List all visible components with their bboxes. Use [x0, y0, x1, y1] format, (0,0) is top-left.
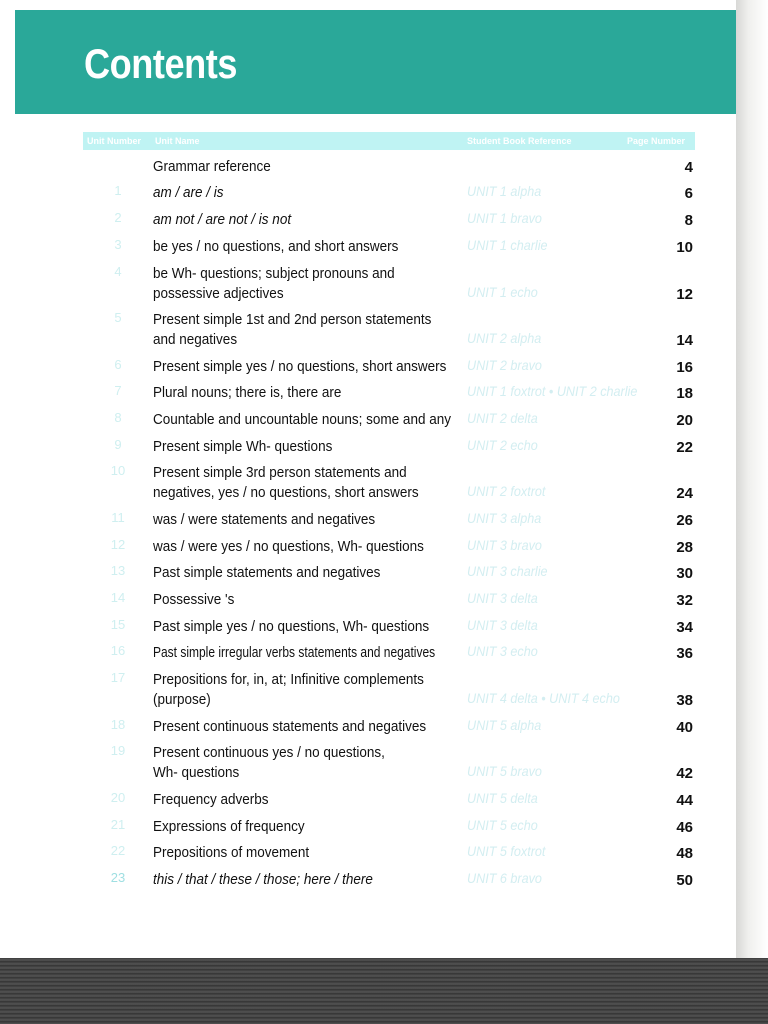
- unit-name-line-2: Wh- questions: [153, 764, 240, 781]
- unit-number: 2: [114, 210, 122, 225]
- page-number: 48: [676, 845, 693, 862]
- book-reference: UNIT 3 charlie: [467, 563, 548, 579]
- unit-name: Present simple Wh- questions: [153, 438, 333, 455]
- book-reference: UNIT 4 delta • UNIT 4 echo: [467, 690, 620, 706]
- unit-number: 20: [110, 790, 126, 805]
- unit-number: 13: [110, 563, 126, 578]
- page-number: 38: [676, 692, 693, 709]
- page-number: 16: [676, 359, 693, 376]
- unit-number: 7: [114, 383, 122, 398]
- unit-name: Possessive 's: [153, 591, 235, 608]
- page-number: 26: [676, 512, 693, 529]
- unit-name: Prepositions of movement: [153, 844, 310, 861]
- unit-number: 4: [114, 264, 122, 279]
- page-number: 44: [676, 792, 693, 809]
- unit-name-line-2: negatives, yes / no questions, short answers: [153, 484, 419, 501]
- unit-name: Grammar reference: [153, 158, 271, 175]
- unit-name: Past simple yes / no questions, Wh- questions: [153, 618, 430, 635]
- header-unit-name: Unit Name: [155, 136, 200, 146]
- book-reference: UNIT 2 alpha: [467, 330, 542, 346]
- unit-number: 6: [114, 357, 122, 372]
- page-number: 8: [684, 212, 693, 229]
- page-number: 24: [676, 485, 693, 502]
- unit-number: 12: [110, 537, 126, 552]
- page-edge-shadow: [736, 0, 768, 958]
- header-unit-number: Unit Number: [87, 136, 141, 146]
- unit-number: 15: [110, 617, 126, 632]
- book-reference: UNIT 1 bravo: [467, 210, 542, 226]
- unit-name: Past simple statements and negatives: [153, 564, 381, 581]
- header-page-number: Page Number: [627, 136, 686, 146]
- book-reference: UNIT 3 delta: [467, 617, 538, 633]
- book-reference: UNIT 2 bravo: [467, 357, 542, 373]
- book-reference: UNIT 3 echo: [467, 643, 538, 659]
- unit-name-line-1: be Wh- questions; subject pronouns and: [153, 265, 395, 282]
- unit-name-line-1: Prepositions for, in, at; Infinitive complements: [153, 671, 424, 688]
- unit-number: 22: [110, 843, 126, 858]
- unit-name: was / were statements and negatives: [153, 511, 376, 528]
- unit-number: 17: [110, 670, 126, 685]
- unit-name: Frequency adverbs: [153, 791, 269, 808]
- book-reference: UNIT 5 foxtrot: [467, 843, 546, 859]
- book-reference: UNIT 5 delta: [467, 790, 538, 806]
- book-reference: UNIT 1 charlie: [467, 237, 548, 253]
- unit-number: 23: [110, 870, 126, 885]
- unit-number: 9: [114, 437, 122, 452]
- book-reference: UNIT 6 bravo: [467, 870, 542, 886]
- unit-number: 16: [110, 643, 126, 658]
- page-number: 22: [676, 439, 693, 456]
- unit-name: this / that / these / those; here / there: [153, 871, 373, 888]
- unit-name: am not / are not / is not: [153, 211, 292, 228]
- book-reference: UNIT 5 bravo: [467, 763, 542, 779]
- book-reference: UNIT 3 bravo: [467, 537, 542, 553]
- unit-number: 14: [110, 590, 126, 605]
- unit-name: Countable and uncountable nouns; some and any: [153, 411, 451, 428]
- book-reference: UNIT 1 echo: [467, 284, 538, 300]
- unit-number: 5: [114, 310, 122, 325]
- page-number: 12: [676, 286, 693, 303]
- unit-number: 19: [110, 743, 126, 758]
- unit-name: Plural nouns; there is, there are: [153, 384, 342, 401]
- book-reference: UNIT 5 alpha: [467, 717, 542, 733]
- book-reference: UNIT 2 foxtrot: [467, 483, 546, 499]
- page-number: 36: [676, 645, 693, 662]
- page-number: 32: [676, 592, 693, 609]
- page-number: 10: [676, 239, 693, 256]
- page-number: 50: [676, 872, 693, 889]
- unit-name: Past simple irregular verbs statements and negatives: [153, 644, 436, 661]
- unit-number: 1: [114, 183, 122, 198]
- unit-name: Present continuous statements and negatives: [153, 718, 427, 735]
- book-reference: UNIT 3 delta: [467, 590, 538, 606]
- page-number: 4: [684, 159, 693, 176]
- page-number: 46: [676, 819, 693, 836]
- unit-name-line-1: Present continuous yes / no questions,: [153, 744, 385, 761]
- book-reference: UNIT 1 alpha: [467, 183, 542, 199]
- page-number: 40: [676, 719, 693, 736]
- unit-number: 10: [110, 463, 126, 478]
- page-number: 28: [676, 539, 693, 556]
- unit-name: am / are / is: [153, 184, 224, 201]
- page-number: 34: [676, 619, 693, 636]
- unit-name-line-1: Present simple 1st and 2nd person statements: [153, 311, 432, 328]
- unit-name: was / were yes / no questions, Wh- questions: [153, 538, 424, 555]
- unit-name: Expressions of frequency: [153, 818, 305, 835]
- unit-name-line-2: possessive adjectives: [153, 285, 284, 302]
- header-book-reference: Student Book Reference: [467, 136, 572, 146]
- page-number: 6: [684, 185, 693, 202]
- page-number: 18: [676, 385, 693, 402]
- unit-name-line-2: (purpose): [153, 691, 211, 708]
- unit-number: 21: [110, 817, 126, 832]
- table-header: [83, 132, 695, 150]
- page-number: 20: [676, 412, 693, 429]
- unit-number: 8: [114, 410, 122, 425]
- book-reference: UNIT 2 delta: [467, 410, 538, 426]
- unit-name-line-2: and negatives: [153, 331, 238, 348]
- page-number: 14: [676, 332, 693, 349]
- page-number: 30: [676, 565, 693, 582]
- page-title: Contents: [84, 40, 238, 87]
- scanner-bed: [0, 958, 768, 1024]
- book-reference: UNIT 2 echo: [467, 437, 538, 453]
- unit-number: 18: [110, 717, 126, 732]
- unit-number: 3: [114, 237, 122, 252]
- book-reference: UNIT 1 foxtrot • UNIT 2 charlie: [467, 383, 638, 399]
- unit-number: 11: [111, 510, 125, 525]
- page-number: 42: [676, 765, 693, 782]
- title-banner: [15, 10, 755, 114]
- unit-name-line-1: Present simple 3rd person statements and: [153, 464, 407, 481]
- book-reference: UNIT 5 echo: [467, 817, 538, 833]
- book-reference: UNIT 3 alpha: [467, 510, 542, 526]
- unit-name: Present simple yes / no questions, short answers: [153, 358, 447, 375]
- unit-name: be yes / no questions, and short answers: [153, 238, 399, 255]
